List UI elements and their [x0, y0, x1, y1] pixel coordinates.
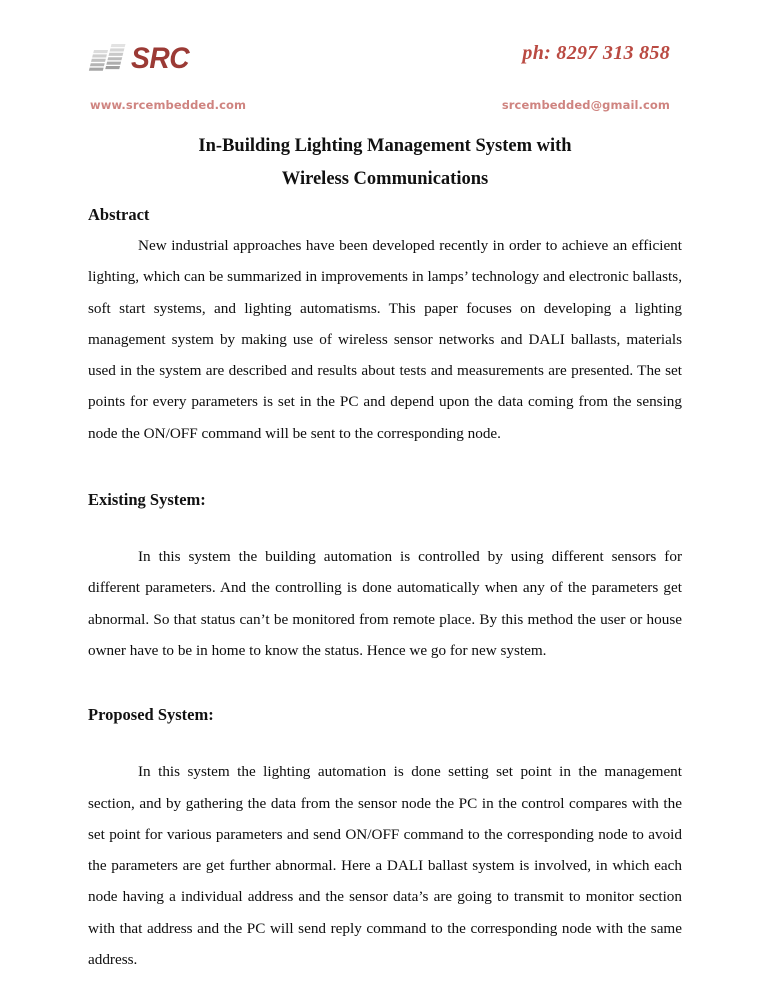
section-heading-abstract: Abstract — [88, 205, 150, 224]
contact-website: www.srcembedded.com — [90, 98, 247, 112]
page-title — [88, 130, 682, 196]
stacked-bars-logo-icon — [88, 42, 132, 74]
letterhead-bottom-row — [88, 98, 682, 120]
section-paragraph-abstract: New industrial approaches have been developed recently in order to achieve an efficient lighting, which can be summarized in improvements in lamps’ technology and electronic ballasts, soft start systems, and lighting automatisms. This paper focuses on developing a lighting management system by making use of wireless sensor networks and DALI ballasts, materials used in the system are described and results about tests and measurements are presented. The set points for every parameters is set in the PC and depend upon the data coming from the sensing node the ON/OFF command will be sent to the corresponding node. — [88, 237, 682, 442]
document-body — [88, 130, 682, 975]
page-title-line-2: Wireless Communications — [281, 169, 489, 189]
company-name-text: SRC — [131, 41, 190, 75]
contact-phone: ph: 8297 313 858 — [522, 42, 670, 64]
page-title-line-1: In-Building Lighting Management System with — [198, 136, 572, 156]
contact-email: srcembedded@gmail.com — [501, 98, 670, 112]
letterhead-top-row — [88, 36, 682, 80]
section-paragraph-existing-system: In this system the building automation is controlled by using different sensors for different parameters. And the controlling is done automatically when any of the parameters get abnormal. So that status can’t be monitored from remote place. By this method the user or house owner have to be in home to know the status. Hence we go for new system. — [88, 548, 682, 659]
company-logo — [88, 40, 193, 76]
section-paragraph-proposed-system: In this system the lighting automation is done setting set point in the management section, and by gathering the data from the sensor node the PC in the control compares with the set point for various parameters and send ON/OFF command to the corresponding node to avoid the parameters are get further abnormal. Here a DALI ballast system is involved, in which each node having a individual address and the sensor data’s are going to transmit to monitor section with that address and the PC will send reply command to the corresponding node with the same address. — [88, 763, 682, 969]
letterhead — [88, 36, 682, 118]
section-heading-existing-system: Existing System: — [88, 490, 206, 510]
section-heading-proposed-system: Proposed System: — [88, 705, 214, 725]
